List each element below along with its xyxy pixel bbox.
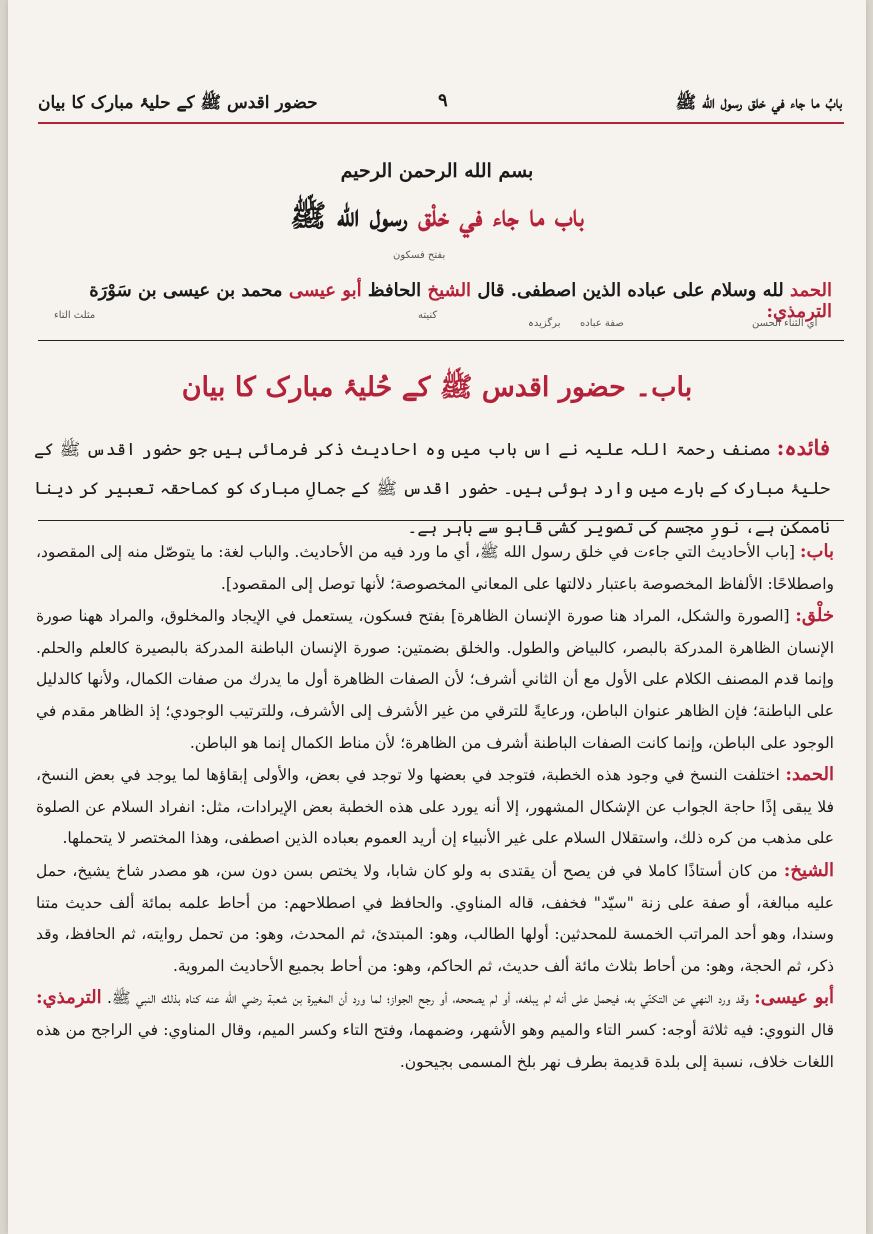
commentary-term: الترمذي: <box>36 987 102 1009</box>
isnad-shaykh: الشيخ <box>427 280 472 301</box>
commentary <box>36 536 834 1078</box>
book-page <box>8 0 866 1234</box>
fayda-label: فائدہ: <box>776 435 830 460</box>
note-fatha: بفتح فسكون <box>393 250 446 261</box>
page-number: ٩ <box>438 90 448 111</box>
fayda-text: مصنف رحمۃ اللہ علیہ نے اس باب میں وہ احادیث ذکر فرمائی ہیں جو حضور اقدس ﷺ کے حلیۂ مبارک کے بارے میں وارد ہوئی ہیں۔ حضور اقدس ﷺ کے جمالِ مبارک کو کماحقہ تعبیر کر دینا ناممکن ہے، نورِ مجسم کی تصویر کشی قابو سے باہر ہے۔ <box>34 440 830 538</box>
commentary-para <box>36 600 834 759</box>
commentary-para <box>36 536 834 600</box>
isnad-text1: لله وسلام على عباده الذين اصطفى. قال <box>477 280 784 301</box>
note-barguzida: برگزیدہ <box>528 318 561 329</box>
isnad-hamd: الحمد <box>790 280 832 301</box>
commentary-text: وقد ورد النهي عن التكنّي به، فيحمل على أنه لم يبلغه، أو لم يصححه، أو رجح الجواز؛ لما ورد أن المغيرة بن شعبة رضي الله عنه كناه بذلك النبي ﷺ. <box>107 989 749 1008</box>
chapter-bab: باب ما جاء في <box>459 199 584 234</box>
isnad-text3: محمد بن عيسى بن سَوْرَة <box>89 280 283 301</box>
note-kunya: كنيته <box>418 310 438 321</box>
fayda-rule <box>38 520 844 521</box>
chapter-title-urdu: باب۔ حضور اقدس ﷺ کے حُلیۂ مبارک کا بیان <box>181 372 693 403</box>
chapter-title-arabic <box>8 198 866 241</box>
commentary-term: الحمد: <box>785 764 834 786</box>
commentary-para <box>36 855 834 982</box>
chapter-rest: رسول الله ﷺ <box>290 199 408 234</box>
isnad-abu-isa: أبو عيسى <box>288 280 362 301</box>
commentary-text: [باب الأحاديث التي جاءت في خلق رسول الله ﷺ، أي ما ورد فيه من الأحاديث. والباب لغة: ما يتوصّل منه إلى المقصود، واصطلاحًا: الألفاظ المخصوصة باعتبار دلالتها على المعاني المخصوصة؛ لأنها توصل إلى المقصود]. <box>36 543 834 593</box>
note-tirmidhi: مثلث التاء <box>54 310 96 321</box>
commentary-text: [الصورة والشكل، المراد هنا صورة الإنسان الظاهرة] بفتح فسكون، يستعمل في الإيجاد والمخلوق، والمراد ههنا صورة الإنسان الظاهرة المدركة بالبصر، كالبياض والطول. والخلق بضمتين: صورة الإنسان الباطنة المدركة بالبصيرة كالعلم والحلم. وإنما قدم المصنف الكلام على الأول مع أن الثاني أشرف؛ لأن الصفات الظاهرة أول ما يدرك من صفات الكمال، ولأنها كالدليل على الباطنة؛ فإن الظاهر عنوان الباطن، ورعايةً للترقي من غير الأشرف إلى الأشرف، وللترتيب الوجودي؛ إذ الظاهر مقدم في الوجود على الباطن، وإنما كانت الصفات الباطنة أشرف من الظاهرة؛ لأن مناط الكمال إنما هو الباطن. <box>36 607 834 752</box>
isnad-tirmidhi: الترمذي: <box>766 301 832 322</box>
commentary-para <box>36 759 834 855</box>
header-left-title: حضور اقدس ﷺ کے حلیۂ مبارک کا بیان <box>38 93 318 113</box>
isnad-text2: الحافظ <box>367 280 422 301</box>
note-sifat: صفة عباده <box>580 318 624 329</box>
note-hasan: أي الثناء الحسن <box>752 318 818 329</box>
basmala: بسم الله الرحمن الرحيم <box>340 160 534 182</box>
header-rule <box>38 122 844 124</box>
running-header <box>38 88 842 116</box>
commentary-term: الشيخ: <box>783 859 834 881</box>
isnad-rule <box>38 340 844 341</box>
commentary-term: باب: <box>799 541 834 562</box>
commentary-term: خلْق: <box>795 605 834 627</box>
commentary-text: اختلفت النسخ في وجود هذه الخطبة، فتوجد في بعضها ولا توجد في بعض، والأولى إبقاؤها لما يوجد في بعض النسخ، فلا يبقى إذًا حاجة الجواب عن الإشكال المشهور، إلا أنه يورد على هذه الخطبة بعض الإيرادات، مثل: انفراد السلام عن الصلوة على مذهب من كره ذلك، واستقلال السلام على غير الأنبياء إن أريد العموم بعباده الذين اصطفى، وهذا المختصر لا يتحملها. <box>36 766 834 848</box>
header-right-title: بابُ ما جاء في خلق رسول الله ﷺ <box>675 93 842 113</box>
commentary-text: قال النووي: فيه ثلاثة أوجه: كسر التاء والميم وهو الأشهر، وضمهما، وفتح التاء وكسر الميم، وقال المناوي: في الراجح من هذه اللغات خلاف، نسبة إلى بلدة قديمة بطرف نهر بلخ المسمى بجيحون. <box>36 1020 834 1071</box>
commentary-term: أبو عيسى: <box>754 987 835 1009</box>
commentary-text: من كان أستاذًا كاملا في فن يصح أن يقتدى به ولو كان شابا، ولا يختص بسن دون سن، هو مصدر شاخ يشيخ، حمل عليه مبالغة، أو صفة على زنة "سيّد" فخفف، قاله المناوي. والحافظ في اصطلاحهم: من أحاط علمه بمائة ألف حديث متنا وسندا، وهو أحد المراتب الخمسة للمحدثين: أولها الطالب، وهو: المبتدئ، ثم المحدث، وهو: من تحمل روايته، ثم الحافظ، وقد ذكر، ثم الحجة، وهو: من أحاط بثلاث مائة ألف حديث، ثم الحاكم، وهو: من أحاط بجميع الأحاديث المروية. <box>36 861 834 975</box>
commentary-para <box>36 982 834 1078</box>
chapter-khalq: خلْق <box>418 199 450 234</box>
fayda-paragraph <box>34 428 830 548</box>
